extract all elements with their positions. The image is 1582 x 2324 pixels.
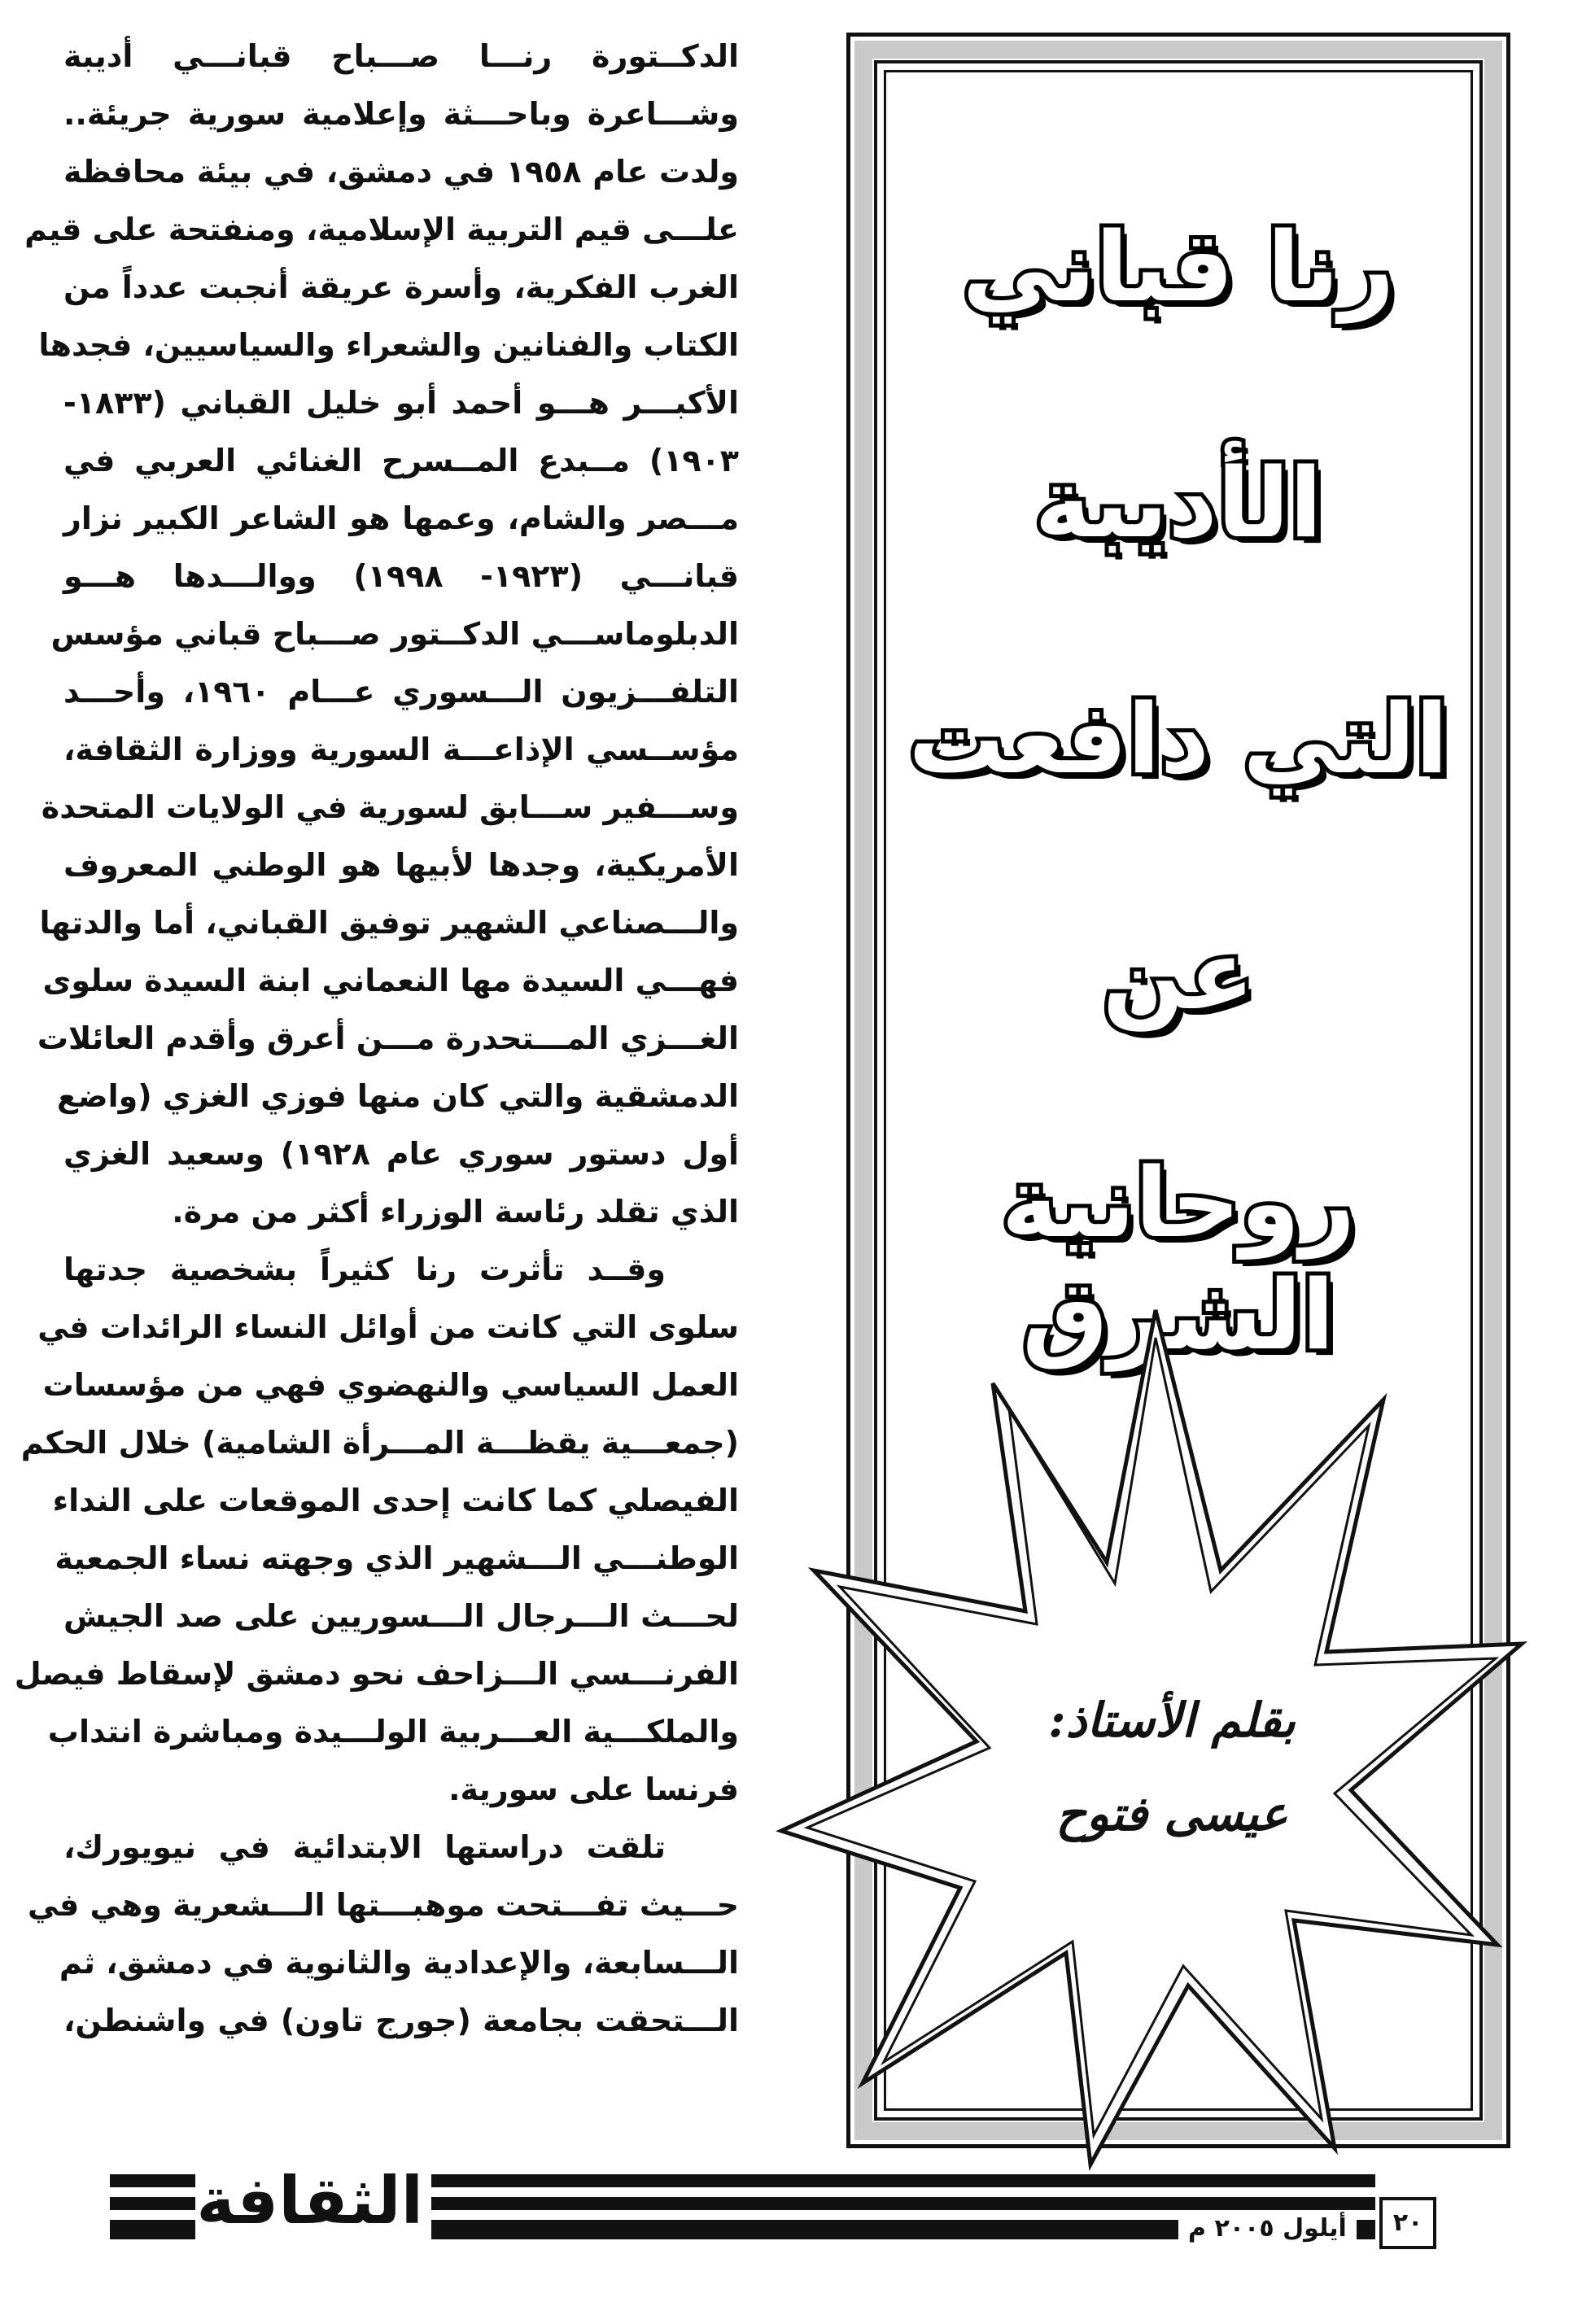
article-line: الوطنـــي الـــشهير الذي وجهته نساء الجمعية bbox=[55, 1540, 739, 1576]
article-line: والملكـــية العـــربية الولـــيدة ومباشرة انتداب bbox=[47, 1714, 739, 1750]
footer-rule-top bbox=[431, 2174, 1375, 2187]
article-line: الدبلوماســـي الدكــتور صـــباح قباني مؤسس bbox=[50, 616, 739, 652]
footer-rule-left-middle bbox=[110, 2197, 195, 2210]
footer-rule-middle bbox=[431, 2197, 1375, 2210]
title-line-2: الأديبة bbox=[1034, 447, 1322, 559]
article-body bbox=[14, 28, 740, 2050]
article-line: الأمريكية، وجدها لأبيها هو الوطني المعروف bbox=[63, 847, 739, 883]
article-line: الأكبـــر هـــو أحمد أبو خليل القباني (١٨٣٣- bbox=[63, 385, 739, 421]
article-line: لحـــث الـــرجال الـــسوريين على صد الجيش bbox=[63, 1598, 739, 1634]
article-line: الذي تقلد رئاسة الوزراء أكثر من مرة. bbox=[172, 1194, 739, 1230]
article-line: (جمعـــية يقظـــة المـــرأة الشامية) خلال الحكم bbox=[20, 1425, 739, 1461]
article-line: مؤســسي الإذاعـــة السورية ووزارة الثقافة، bbox=[63, 732, 739, 767]
article-line: وشـــاعرة وباحـــثة وإعلامية سورية جريئة.. bbox=[63, 96, 739, 132]
footer-rule-left-top bbox=[110, 2174, 195, 2187]
article-line: الكتاب والفنانين والشعراء والسياسيين، فجدها bbox=[38, 327, 739, 363]
article-line: الغرب الفكرية، وأسرة عريقة أنجبت عدداً من bbox=[63, 269, 739, 305]
article-line: حـــيث تفـــتحت موهبـــتها الـــشعرية وهي في bbox=[27, 1887, 739, 1923]
title-line-4: عن bbox=[1102, 919, 1255, 1031]
article-line: الـــتحقت بجامعة (جورج تاون) في واشنطن، bbox=[63, 2003, 739, 2038]
article-line: ولدت عام ١٩٥٨ في دمشق، في بيئة محافظة bbox=[63, 154, 739, 190]
article-line: سلوى التي كانت من أوائل النساء الرائدات في bbox=[37, 1309, 739, 1345]
magazine-logo: الثقافة bbox=[196, 2163, 423, 2239]
article-line: وقــد تأثرت رنا كثيراً بشخصية جدتها bbox=[63, 1252, 666, 1287]
article-line: فهـــي السيدة مها النعماني ابنة السيدة سلوى bbox=[42, 963, 739, 998]
issue-date: أيلول ٢٠٠٥ م bbox=[1178, 2213, 1357, 2244]
article-line: أول دستور سوري عام ١٩٢٨) وسعيد الغزي bbox=[63, 1136, 740, 1172]
title-line-3: التي دافعت bbox=[908, 683, 1449, 795]
article-line: وســـفير ســـابق لسورية في الولايات المتحدة bbox=[41, 789, 739, 825]
article-line: الغـــزي المـــتحدرة مـــن أعرق وأقدم العائلات bbox=[37, 1020, 739, 1056]
article-line: والـــصناعي الشهير توفيق القباني، أما والدتها bbox=[39, 905, 739, 941]
article-line: فرنسا على سورية. bbox=[448, 1771, 739, 1807]
title-line-1: رنا قباني bbox=[962, 211, 1395, 323]
article-line: الفرنـــسي الـــزاحف نحو دمشق لإسقاط فيصل bbox=[14, 1656, 739, 1692]
byline-label: بقلم الأستاذ: bbox=[1048, 1693, 1296, 1748]
page-number: ٢٠ bbox=[1379, 2197, 1436, 2249]
article-line: الفيصلي كما كانت إحدى الموقعات على النداء bbox=[52, 1483, 739, 1518]
article-line: الـــسابعة، والإعدادية والثانوية في دمشق، ثم bbox=[59, 1945, 739, 1981]
article-line: الدكــتورة رنـــا صـــباح قبانـــي أديبة bbox=[63, 38, 739, 74]
article-line: مـــصر والشام، وعمها هو الشاعر الكبير نزار bbox=[63, 500, 739, 536]
article-line: التلفـــزيون الـــسوري عـــام ١٩٦٠، وأحـــد bbox=[63, 674, 739, 710]
article-line: ١٩٠٣) مــبدع المــسرح الغنائي العربي في bbox=[63, 443, 739, 478]
article-line: الدمشقية والتي كان منها فوزي الغزي (واضع bbox=[56, 1078, 739, 1114]
byline-author: عيسى فتوح bbox=[1055, 1786, 1288, 1841]
article-line: العمل السياسي والنهضوي فهي من مؤسسات bbox=[42, 1367, 739, 1403]
title-line-5: روحانية الشرق bbox=[1001, 1147, 1356, 1371]
article-line: تلقت دراستها الابتدائية في نيويورك، bbox=[63, 1829, 666, 1865]
article-line: قبانـــي (١٩٢٣- ١٩٩٨) ووالـــدها هـــو bbox=[63, 558, 740, 594]
article-line: علـــى قيم التربية الإسلامية، ومنفتحة على قيم bbox=[24, 212, 739, 247]
footer-rule-left-bottom bbox=[110, 2220, 195, 2239]
